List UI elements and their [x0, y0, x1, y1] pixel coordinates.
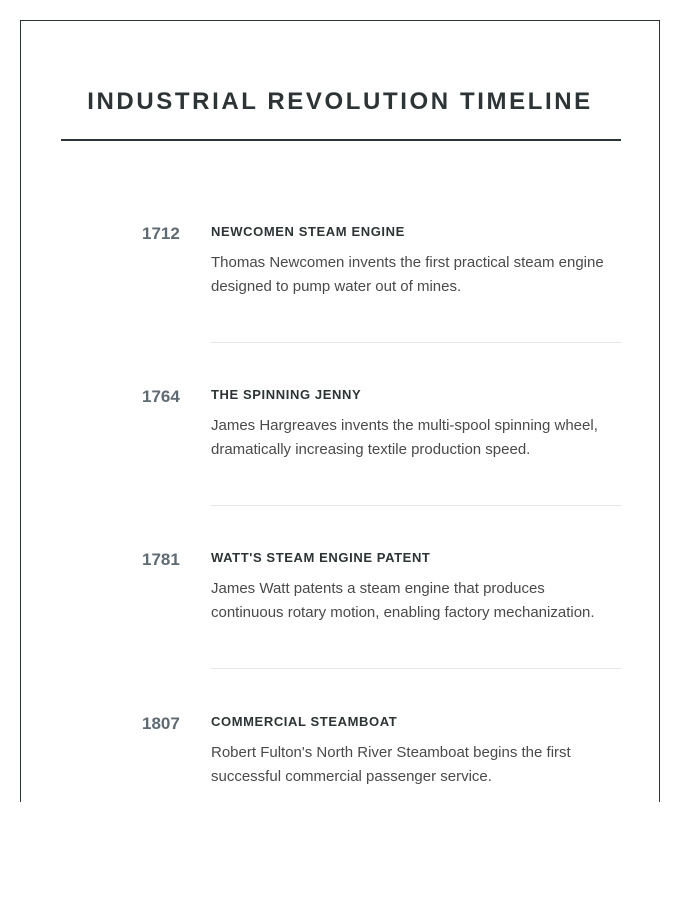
entry-divider [211, 342, 621, 343]
entry-year: 1712 [142, 224, 180, 243]
entry-title: THE SPINNING JENNY [211, 387, 362, 402]
entry-year: 1764 [142, 387, 180, 406]
entry-year: 1807 [142, 714, 180, 733]
entry-title: WATT'S STEAM ENGINE PATENT [211, 550, 431, 565]
entry-divider [211, 668, 621, 669]
entry-year: 1781 [142, 550, 180, 569]
entry-description: Robert Fulton's North River Steamboat begins the first successful commercial passenger service. [211, 744, 571, 785]
entry-description: James Watt patents a steam engine that produces continuous rotary motion, enabling factory mechanization. [211, 580, 595, 621]
entry-title: NEWCOMEN STEAM ENGINE [211, 224, 405, 239]
entry-description: James Hargreaves invents the multi-spool spinning wheel, dramatically increasing textile production speed. [211, 417, 598, 458]
entry-description: Thomas Newcomen invents the first practical steam engine designed to pump water out of mines. [211, 254, 604, 295]
timeline-card [20, 20, 660, 802]
page-title: INDUSTRIAL REVOLUTION TIMELINE [87, 88, 593, 115]
entry-title: COMMERCIAL STEAMBOAT [211, 714, 398, 729]
entry-divider [211, 505, 621, 506]
title-rule [61, 139, 621, 141]
